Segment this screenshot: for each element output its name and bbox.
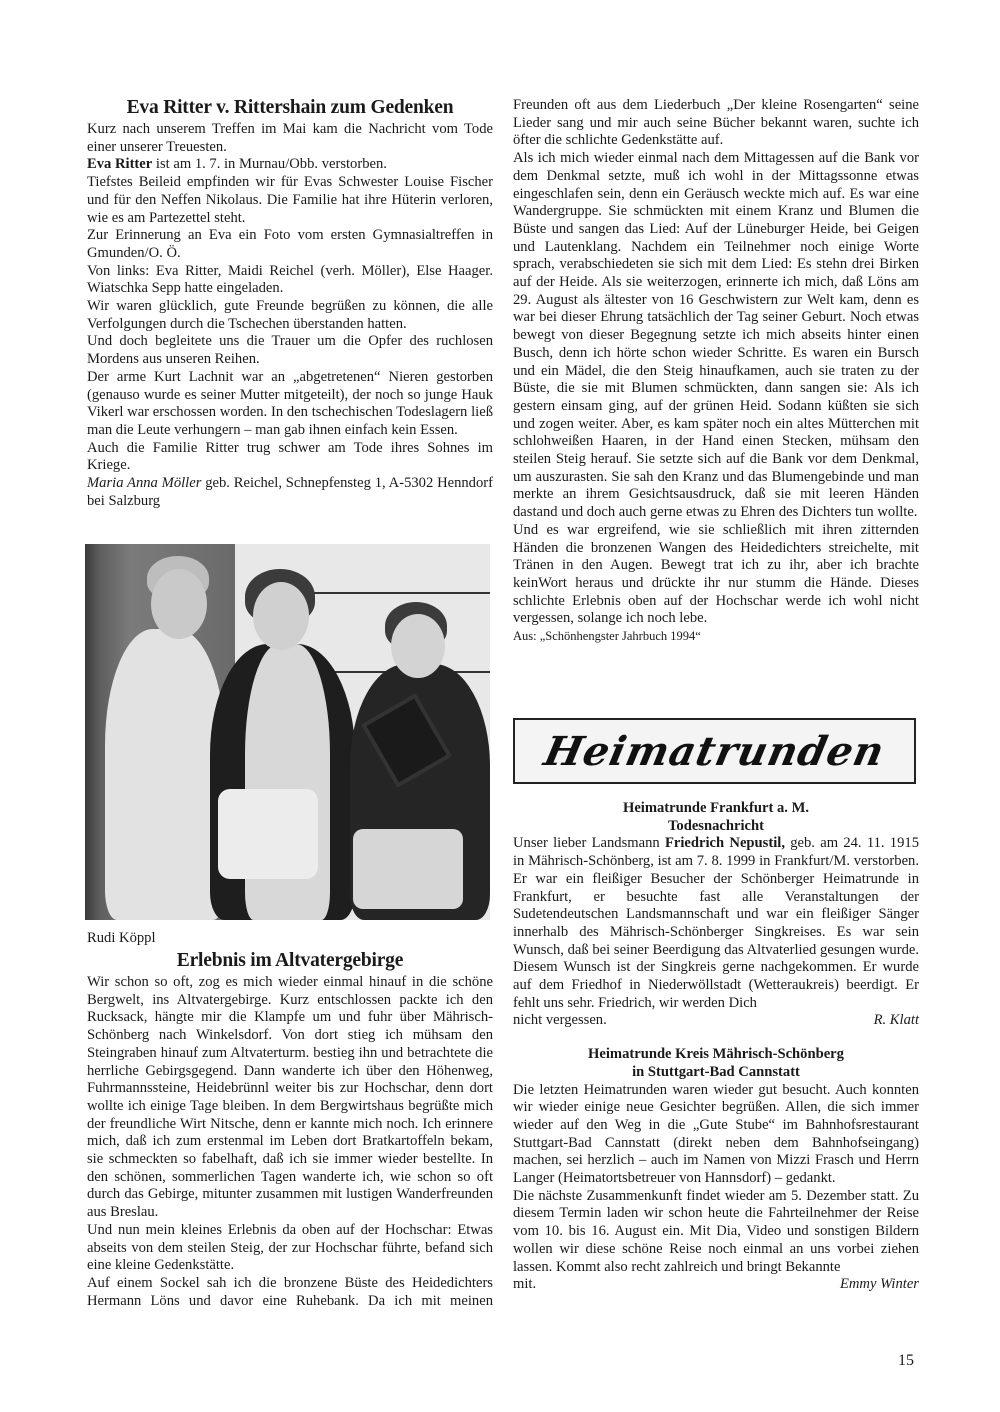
source-citation: Aus: „Schönhengster Jahrbuch 1994“ [513,629,701,644]
photo-face [391,614,445,678]
paragraph: Wir waren glücklich, gute Freunde begrüßen zu können, die alle Verfolgungen durch die Tschechen überstanden hatten. [87,298,493,332]
article-title-line2: in Stuttgart-Bad Cannstatt [632,1063,800,1080]
author-name: Maria Anna Möller [87,475,202,492]
paragraph-text: ist am 1. 7. in Murnau/Obb. verstorben. [152,156,387,173]
paragraph: Die nächste Zusammenkunft findet wieder am 5. Dezember statt. Zu diesem Termin laden wir schon heute die Fahrteilnehmer der Reise vom 10. bis 16. August ein. Mit Dia, Video und sonstigen Bildern wollen wir diese schöne Reise noch einmal an uns vorbei ziehen lassen. Kommt also recht zahlreich und bringt Bekannte [513,1187,919,1275]
paragraph: Der arme Kurt Lachnit war an „abgetretenen“ Nieren gestorben (genauso wurde es seiner Mutter mitgeteilt), der noch so junge Hauk Vikerl war erschossen worden. In den tschechischen Todeslagern ließ man die Leute verhungern – man gab ihnen einfach kein Essen. [87,368,493,438]
photo-wall-stripe [310,592,490,594]
paragraph: Zur Erinnerung an Eva ein Foto vom ersten Gymnasialtreffen in Gmunden/O. Ö. [87,227,493,261]
paragraph: Und doch begleitete uns die Trauer um die Opfer des ruchlosen Mordens aus unseren Reihen. [87,333,493,368]
author-address: geb. Reichel, Schnepfensteg 1, A-5302 Henndorf bei Salzburg [87,475,493,509]
paragraph: Und nun mein kleines Erlebnis da oben auf der Hochschar: Etwas abseits von dem steilen Steig, der zur Hochschar führte, befand sich eine kleine Gedenkstätte. [87,1221,493,1274]
photo-three-women [85,544,490,920]
paragraph: Kurz nach unserem Treffen im Mai kam die Nachricht vom Tode einer unserer Treuesten. [87,121,493,155]
signature-line [513,1276,919,1294]
article-subtitle: Todesnachricht [668,817,764,834]
heimatrunden-section [513,800,919,1294]
paragraph-text: Unser lieber Landsmann [513,835,665,852]
last-line: nicht vergessen. [513,1012,607,1029]
paragraph: Die letzten Heimatrunden waren wieder gut besucht. Auch konnten wir wieder einige neue Gesichter begrüßen. Allen, die sich immer wieder auf den Weg in die „Gute Stube“ im Bahnhofsrestaurant Stuttgart-Bad Cannstatt (direkt neben dem Bahnhofseingang) machen, sei herzlich – auch im Namen von Mizzi Frasch und Herrn Langer (Heimatortsbetreuer von Hannsdorf) – gedankt. [513,1081,919,1187]
article-title: Heimatrunde Kreis Mährisch-Schönberg [588,1046,844,1063]
article-title: Eva Ritter v. Rittershain zum Gedenken [126,97,454,118]
photo-face [253,582,309,650]
paragraph [513,835,919,1012]
photo-handbag [353,829,463,909]
paragraph: Tiefstes Beileid empfinden wir für Evas Schwester Louise Fischer und für den Neffen Nikolaus. Die Familie hat ihre Hüterin verloren, wie es am Partezettel steht. [87,174,493,226]
paragraph: Als ich mich wieder einmal nach dem Mittagessen auf die Bank vor dem Denkmal setzte, muß ich wohl in der Mittagssonne etwas eingeschlafen sein, denn ein Geräusch weckte mich auf. Es war eine Wandergruppe. Sie schmückten mit einem Kranz und Blumen die Büste und sangen das Lied: Auf der Lüneburger Heide, bei Geigen und Lautenklang. Nachdem ein Teilnehmer noch einige Worte sprach, verabschiedeten sie sich mit dem Lied: Es stehn drei Birken auf der Heide. Als sie weiterzogen, erinnerte ich mich, daß Löns am 29. August als ältester von 16 Geschwistern zur Welt kam, denn es war bei dieser Ehrung tatsächlich der Tag seiner Geburt. Noch etwas bewegt von dieser Begegnung setzte ich mich abseits hinter einen Busch, denn ich hörte schon wieder Schritte. Es waren ein Bursch und ein Mädel, die den Steig hinaufkamen, auch sie traten zu der Büste, die sie mit Blumen schmückten, dann sangen sie: Als ich gestern einsam ging, auf der grünen Heid. Sodann küßten sie sich und zogen weiter. Aber, es kam später noch ein altes Mütterchen mit schlohweißen Haaren, in der Hand einen Stecken, mühsam den steilen Steig herauf. Sie setzte sich auf die Bank vor dem Denkmal, um auszurasten. Sie sah den Kranz und das Blumengebinde und man merkte an ihrem Gesichtsausdruck, daß sie mit leeren Händen dastand und doch auch gerne etwas zu Ehren des Dichters tun wollte. [513,150,919,521]
bold-name: Friedrich Nepustil, [664,835,785,852]
paragraph: Wir schon so oft, zog es mich wieder einmal hinauf in die schöne Bergwelt, ins Altvatergebirge. Kurz entschlossen packte ich den Rucksack, hängte mir die Klampfe um und fuhr über Mährisch-Schönberg nach Winkelsdorf. Von dort stieg ich mühsam den Steingraben hinauf zum Altvaterturm. bestieg ihn und betrachtete die herrliche Gebirgsgegend. Dann wanderte ich über den Höhenweg, Fuhrmannssteine, Heidebrünnl weiter bis zur Hochschar, denn dort wollte ich einige Tage bleiben. In dem Bergwirtshaus begrüßte mich der freundliche Wirt Nitsche, denn er kannte mich noch. Ich erinnere mich, daß ich zum erstenmal im Leben dort Bratkartoffeln bekam, sie schmeckten so fabelhaft, daß ich sie immer wieder bestellte. In den schönen, sommerlichen Tagen wanderte ich, wie schon so oft durch das Gebirge, mitunter zusammen mit lustigen Wanderfreunden aus Breslau. [87,974,493,1221]
section-banner-title: Heimatrunden [540,727,889,775]
paragraph: Auch die Familie Ritter trug schwer am Tode ihres Sohnes im Kriege. [87,439,493,474]
signature: R. Klatt [873,1012,919,1029]
article-altvatergebirge [87,950,493,1310]
paragraph-text: geb. am 24. 11. 1915 in Mährisch-Schönberg, ist am 7. 8. 1999 in Frankfurt/M. verstorben. Er war ein fleißiger Besucher der Schönberger Heimatrunde in Frankfurt, er besuchte fast alle Veranstaltungen der Sudetendeutschen Landsmannschaft und war ein fleißiger Sänger innerhalb des Mährisch-Schönberger Singkreises. Es war sein Wunsch, daß bei seiner Beerdigung das Altvaterlied gesungen wurde. Diesem Wunsch ist der Singkreis gerne nachgekommen. Er wurde auf dem Friedhof in Niederwöllstadt (Wetteraukreis) beerdigt. Er fehlt uns sehr. Friedrich, wir werden Dich [513,835,919,1011]
article-title: Heimatrunde Frankfurt a. M. [622,800,810,816]
article-eva-ritter [87,97,493,510]
paragraph: Von links: Eva Ritter, Maidi Reichel (verh. Möller), Else Haager. Wiatschka Sepp hatte eingeladen. [87,262,493,297]
photo-face [151,569,207,639]
signature-line [513,1012,919,1030]
article-author: Rudi Köppl [87,930,156,946]
article-title: Erlebnis im Altvatergebirge [176,950,404,971]
bold-name: Eva Ritter [87,156,153,173]
paragraph: Auf einem Sockel sah ich die bronzene Büste des Heidedichters Hermann Löns und davor eine Ruhebank. Da ich mit meinen [87,1274,493,1309]
paragraph [87,156,493,174]
photo-handbag [218,789,318,879]
last-line: mit. [513,1276,537,1293]
section-banner [513,718,916,784]
photo-person-left [105,629,225,920]
signature: Emmy Winter [839,1276,919,1293]
paragraph: Und es war ergreifend, wie sie schließlich mit ihren zitternden Händen die bronzenen Wangen des Heidedichters streichelte, mit Tränen in den Augen. Bewegt trat ich zu ihr, aber ich brachte keinWort heraus und drückte ihr nur stumm die Hände. Dieses schlichte Erlebnis oben auf der Hochschar werde ich wohl nicht vergessen, solange ich noch lebe. [513,521,919,627]
paragraph: Freunden oft aus dem Liederbuch „Der kleine Rosengarten“ seine Lieder sang und mir auch seine Bücher bekannt waren, suchte ich öfter die schlichte Gedenkstätte auf. [513,97,919,149]
author-line [87,475,493,510]
page-number: 15 [898,1352,914,1369]
article-altvatergebirge-continued [513,97,919,645]
